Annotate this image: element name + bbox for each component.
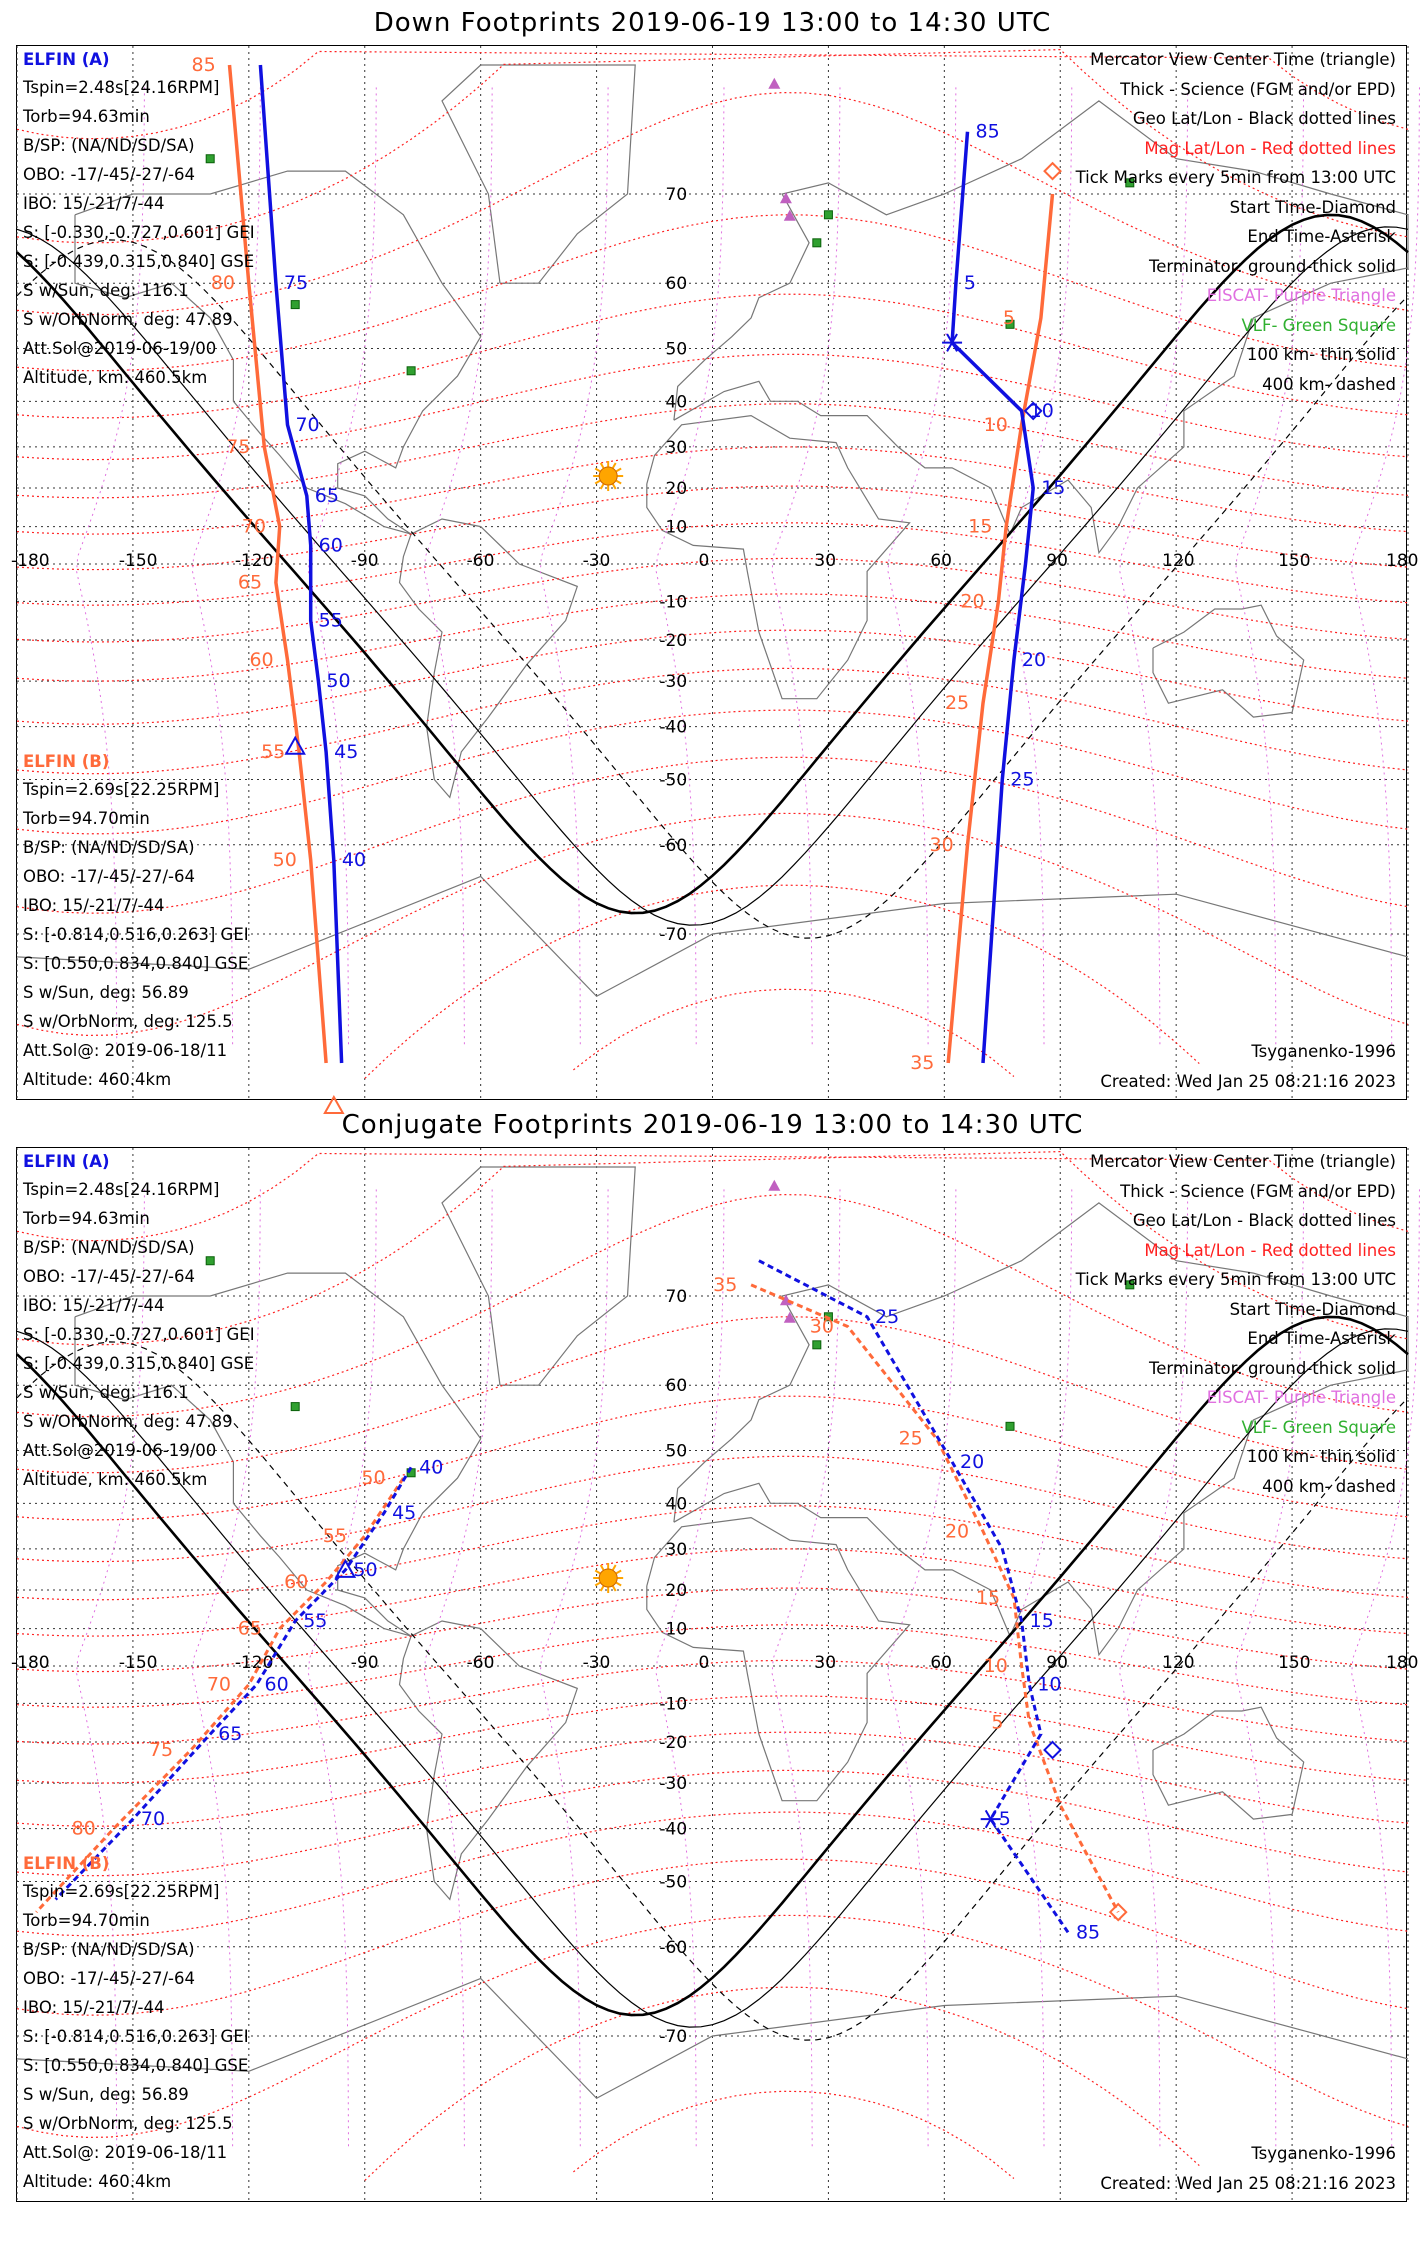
legend-item: Thick - Science (FGM and/or EPD) [1120,79,1396,99]
elfin-a-tick-label: 20 [960,1450,985,1473]
center-triangle-a [286,738,304,754]
elfin-b-conj-track-east [751,1285,1118,1912]
sun-ray [616,1583,621,1586]
sun-icon [599,1569,617,1587]
sun-ray [601,1565,604,1570]
elfin-b-info-line: B/SP: (NA/ND/SD/SA) [23,1940,195,1959]
elfin-a-tick-label: 45 [392,1501,417,1524]
elfin-a-tick-label: 50 [353,1558,378,1581]
elfin-a-info-line: S w/OrbNorm, deg: 47.89 [23,310,233,329]
start-diamond-b [1045,163,1061,179]
elfin-b-info-line: OBO: -17/-45/-27/-64 [23,867,195,886]
mag-lat-line [17,668,1408,773]
lat-tick-label: -60 [659,1937,688,1958]
lat-tick-label: 60 [665,1376,688,1397]
legend-item: Terminator: ground-thick solid [1148,256,1396,276]
sun-ray [595,469,600,472]
created-label: Created: Wed Jan 25 08:21:16 2023 [1100,1072,1396,1091]
elfin-a-info-line: S w/Sun, deg: 116.1 [23,281,189,300]
elfin-b-tick-label: 15 [968,515,993,538]
legend-item: VLF- Green Square [1241,315,1396,335]
elfin-b-tick-label: 60 [284,1571,309,1594]
mag-lat-line [573,989,1014,1076]
eiscat-triangle [768,78,780,89]
lat-tick-label: -30 [659,1774,688,1795]
vlf-square [1006,1422,1014,1430]
elfin-b-info-line: Tspin=2.69s[22.25RPM] [23,780,220,799]
elfin-a-info-line: Altitude, km: 460.5km [23,1470,208,1489]
vlf-square [291,301,299,309]
legend-item: Tick Marks every 5min from 13:00 UTC [1075,1270,1396,1289]
elfin-a-info-line: Tspin=2.48s[24.16RPM] [23,1180,220,1199]
elfin-a-tick-label: 45 [334,740,359,763]
lat-tick-label: -50 [659,770,688,791]
elfin-b-info-line: Tspin=2.69s[22.25RPM] [23,1882,220,1901]
elfin-b-tick-label: 70 [206,1673,232,1696]
elfin-b-tick-label: 30 [929,833,954,856]
lon-tick-label: -90 [350,551,379,571]
elfin-b-tick-label: 65 [237,571,263,594]
elfin-b-info-line: Att.Sol@: 2019-06-18/11 [23,1041,228,1060]
elfin-b-tick-label: 25 [944,692,970,715]
lat-tick-label: -50 [659,1872,688,1893]
elfin-a-tick-label: 70 [140,1808,166,1831]
sun-ray [595,1583,600,1586]
legend-item: Start Time-Diamond [1229,1299,1396,1319]
sun-ray [613,1565,616,1570]
model-label: Tsyganenko-1996 [1251,1042,1396,1061]
sun-ray [616,481,621,484]
lon-tick-label: 0 [698,1653,710,1673]
coastline [647,416,910,699]
elfin-a-tick-label: 40 [419,1456,444,1479]
lat-tick-label: 20 [665,1581,688,1602]
lat-tick-label: -10 [659,1694,688,1715]
elfin-a-tick-label: 70 [295,413,320,436]
lon-tick-label: 150 [1278,1653,1311,1673]
elfin-b-info-line: S w/Sun, deg: 56.89 [23,2085,189,2104]
legend-item: End Time-Asterisk [1247,1329,1396,1348]
legend-item: 400 km- dashed [1262,374,1396,394]
elfin-b-info-line: S: [0.550,0.834,0.840] GSE [23,2056,249,2075]
sun-ray [601,484,604,489]
elfin-a-tick-label: 15 [1029,1610,1054,1633]
sun-ray [595,481,600,484]
elfin-b-info-line: S w/OrbNorm, deg: 125.5 [23,2114,233,2133]
panel-title-down: Down Footprints 2019-06-19 13:00 to 14:30 UTC [373,8,1052,38]
elfin-b-tick-label: 10 [983,413,1008,436]
lat-tick-label: 30 [665,1539,688,1560]
elfin-a-tick-label: 60 [318,534,343,557]
lat-tick-label: -70 [659,925,688,945]
mag-lat-line [17,1859,1408,2015]
elfin-a-info-line: IBO: 15/-21/7/-44 [23,1296,165,1315]
legend-item: Thick - Science (FGM and/or EPD) [1120,1181,1396,1201]
lon-tick-label: 30 [814,1653,837,1673]
mag-lat-line [365,885,1200,1078]
elfin-b-tick-label: 85 [191,54,216,77]
lon-tick-label: -90 [350,1653,379,1673]
sun-icon [599,467,617,485]
legend-item: Start Time-Diamond [1229,197,1396,217]
elfin-b-tick-label: 30 [809,1315,834,1338]
lon-tick-label: 30 [814,551,837,571]
mag-lat-line [365,1987,1200,2180]
elfin-b-tick-label: 35 [713,1273,738,1296]
elfin-a-tick-label: 75 [283,272,309,295]
lat-tick-label: -60 [659,835,688,856]
elfin-b-info-line: S: [0.550,0.834,0.840] GSE [23,954,249,973]
elfin-b-info-line: Torb=94.70min [23,1911,150,1930]
elfin-b-tick-label: 75 [226,435,251,458]
vlf-square [206,1257,214,1265]
elfin-a-tick-label: 10 [1037,1673,1062,1696]
elfin-a-info-line: Altitude, km: 460.5km [23,368,208,387]
elfin-b-tick-label: 80 [71,1817,96,1840]
lat-tick-label: 40 [665,392,688,413]
legend-item: Mag Lat/Lon - Red dotted lines [1144,138,1396,158]
elfin-b-tick-label: 5 [991,1711,1004,1734]
elfin-b-name: ELFIN (B) [23,752,110,771]
lat-tick-label: -70 [659,2027,688,2047]
lon-tick-label: 60 [930,1653,952,1673]
elfin-a-info-line: S: [-0.439,0.315,0.840] GSE [23,1354,255,1373]
elfin-a-tick-label: 85 [975,120,1000,143]
eiscat-triangle [768,1180,780,1191]
lon-tick-label: 90 [1046,551,1068,571]
elfin-a-tick-label: 60 [264,1673,289,1696]
elfin-a-tick-label: 65 [218,1723,243,1746]
elfin-b-name: ELFIN (B) [23,1854,110,1873]
elfin-a-tick-label: 5 [998,1808,1011,1831]
lon-tick-label: -150 [118,1653,158,1673]
lon-tick-label: -180 [11,1653,50,1673]
legend-item: VLF- Green Square [1241,1417,1396,1437]
elfin-b-info-line: IBO: 15/-21/7/-44 [23,896,165,915]
elfin-b-tick-label: 80 [210,272,236,295]
elfin-a-info-line: S: [-0.439,0.315,0.840] GSE [23,252,255,271]
lat-tick-label: -40 [659,1819,688,1840]
lat-tick-label: 60 [665,274,688,295]
start-diamond-a [1045,1742,1061,1758]
elfin-a-tick-label: 15 [1041,477,1066,500]
lat-tick-label: -30 [659,672,688,693]
vlf-square [291,1403,299,1411]
elfin-a-info-line: Torb=94.63min [23,107,150,126]
vlf-square [813,1341,821,1349]
sun-ray [601,463,604,468]
elfin-a-tick-label: 20 [1021,649,1047,672]
elfin-b-tick-label: 50 [361,1467,386,1490]
elfin-b-tick-label: 65 [237,1617,262,1640]
lat-tick-label: -40 [659,717,688,738]
elfin-b-info-line: B/SP: (NA/ND/SD/SA) [23,838,195,857]
legend-item: Terminator: ground-thick solid [1148,1358,1396,1378]
coastline [442,1167,635,1385]
elfin-b-tick-label: 70 [241,515,266,538]
sun-ray [601,1586,604,1591]
sun-ray [613,463,616,468]
vlf-square [407,367,415,375]
elfin-b-info-line: Altitude: 460.4km [23,1070,172,1089]
lon-tick-label: 0 [698,551,710,571]
lat-tick-label: 70 [665,1287,688,1307]
coastline [1153,605,1304,717]
elfin-b-tick-label: 15 [975,1586,1001,1609]
elfin-a-tick-label: 5 [963,272,977,295]
mag-lat-line [17,1770,1408,1875]
elfin-a-tick-label: 85 [1075,1921,1101,1944]
elfin-b-tick-label: 60 [249,649,274,672]
elfin-b-track-east [948,194,1052,1063]
legend-item: EISCAT- Purple Triangle [1206,286,1396,305]
elfin-b-info-line: Torb=94.70min [23,809,150,828]
elfin-b-tick-label: 55 [261,740,286,763]
lon-tick-label: -60 [466,1653,495,1673]
lat-tick-label: 20 [665,479,688,500]
elfin-a-info-line: S w/OrbNorm, deg: 47.89 [23,1412,233,1431]
legend-item: End Time-Asterisk [1247,227,1396,246]
lon-tick-label: 120 [1162,551,1195,571]
elfin-b-tick-label: 25 [898,1427,923,1450]
lat-tick-label: 30 [665,437,688,458]
sun-ray [616,469,621,472]
map-panel-down [11,45,1419,1100]
elfin-a-tick-label: 55 [318,609,343,632]
lat-tick-label: 50 [665,339,688,360]
mag-lat-line [17,594,1408,681]
legend-item: Mercator View Center Time (triangle) [1090,50,1396,69]
sun-ray [613,484,616,489]
lat-tick-label: 10 [665,1619,688,1640]
elfin-a-info-line: OBO: -17/-45/-27/-64 [23,165,195,184]
elfin-a-tick-label: 40 [341,849,367,872]
lon-tick-label: 120 [1162,1653,1195,1673]
lon-tick-label: 60 [930,551,952,571]
legend-item: EISCAT- Purple Triangle [1206,1388,1396,1407]
elfin-b-tick-label: 5 [1002,306,1016,329]
elfin-a-info-line: Att.Sol@2019-06-19/00 [23,1441,217,1460]
elfin-a-tick-label: 10 [1029,399,1054,422]
legend-item: Geo Lat/Lon - Black dotted lines [1132,1211,1396,1230]
legend-item: Mag Lat/Lon - Red dotted lines [1144,1240,1396,1260]
lon-tick-label: -120 [234,1653,274,1673]
elfin-b-info-line: OBO: -17/-45/-27/-64 [23,1969,195,1988]
mag-lat-line [17,1506,1408,1600]
vlf-square [813,239,821,247]
map-panel-conjugate [11,1147,1419,2202]
elfin-b-tick-label: 55 [322,1524,347,1547]
lat-tick-label: 50 [665,1441,688,1462]
elfin-a-name: ELFIN (A) [23,1152,110,1171]
lat-tick-label: -20 [659,1732,688,1753]
lon-tick-label: 180 [1386,551,1419,571]
elfin-b-tick-label: 50 [272,849,297,872]
elfin-a-info-line: S: [-0.330,-0.727,0.601] GEI [23,1325,255,1344]
elfin-b-tick-label: 20 [944,1520,970,1543]
legend-item: Geo Lat/Lon - Black dotted lines [1132,109,1396,128]
elfin-a-info-line: S: [-0.330,-0.727,0.601] GEI [23,223,255,242]
legend-item: 100 km- thin solid [1246,345,1396,364]
elfin-b-info-line: IBO: 15/-21/7/-44 [23,1998,165,2017]
elfin-a-tick-label: 25 [1010,768,1035,791]
elfin-a-tick-label: 65 [314,484,339,507]
lon-tick-label: -120 [234,551,274,571]
elfin-b-info-line: S w/OrbNorm, deg: 125.5 [23,1012,233,1031]
mag-lat-line [573,2091,1014,2178]
elfin-b-tick-label: 10 [983,1655,1008,1677]
lat-tick-label: 10 [665,517,688,538]
lon-tick-label: -60 [466,551,495,571]
elfin-b-tick-label: 20 [960,590,985,613]
lon-tick-label: 180 [1386,1653,1419,1673]
coastline [1153,1707,1304,1819]
model-label: Tsyganenko-1996 [1251,2144,1396,2163]
lon-tick-label: -30 [582,551,611,571]
elfin-a-info-line: Att.Sol@2019-06-19/00 [23,339,217,358]
lat-tick-label: 70 [665,185,688,205]
created-label: Created: Wed Jan 25 08:21:16 2023 [1100,2174,1396,2193]
lon-tick-label: -30 [582,1653,611,1673]
elfin-b-info-line: Att.Sol@: 2019-06-18/11 [23,2143,228,2162]
legend-item: 100 km- thin solid [1246,1447,1396,1466]
lat-tick-label: 40 [665,1494,688,1515]
elfin-b-info-line: Altitude: 460.4km [23,2172,172,2191]
elfin-a-info-line: B/SP: (NA/ND/SD/SA) [23,136,195,155]
lon-tick-label: 90 [1046,1653,1068,1673]
lon-tick-label: -180 [11,551,50,571]
elfin-a-name: ELFIN (A) [23,50,110,69]
elfin-b-info-line: S w/Sun, deg: 56.89 [23,983,189,1002]
elfin-a-info-line: B/SP: (NA/ND/SD/SA) [23,1238,195,1257]
vlf-square [824,211,832,219]
elfin-a-conj-track-east [759,1261,1068,1933]
sun-ray [595,1571,600,1574]
lon-tick-label: 150 [1278,551,1311,571]
lat-tick-label: -20 [659,630,688,651]
elfin-a-info-line: OBO: -17/-45/-27/-64 [23,1267,195,1286]
elfin-a-tick-label: 25 [875,1305,900,1328]
lat-tick-label: -10 [659,592,688,613]
elfin-b-tick-label: 75 [148,1738,174,1761]
lon-tick-label: -150 [118,551,158,571]
elfin-b-tick-label: 35 [910,1051,935,1074]
elfin-a-info-line: S w/Sun, deg: 116.1 [23,1383,189,1402]
elfin-b-info-line: S: [-0.814,0.516,0.263] GEI [23,2027,249,2046]
elfin-a-tick-label: 55 [303,1610,328,1633]
sun-ray [613,1586,616,1591]
legend-item: Mercator View Center Time (triangle) [1090,1152,1396,1171]
elfin-a-info-line: Torb=94.63min [23,1209,150,1228]
sun-ray [616,1571,621,1574]
elfin-b-info-line: S: [-0.814,0.516,0.263] GEI [23,925,249,944]
coastline [442,65,635,283]
vlf-square [206,155,214,163]
panel-title-conjugate: Conjugate Footprints 2019-06-19 13:00 to 14:30 UTC [341,1110,1084,1140]
legend-item: 400 km- dashed [1262,1476,1396,1496]
elfin-a-info-line: IBO: 15/-21/7/-44 [23,194,165,213]
mag-lat-line [17,757,1408,913]
coastline [647,1518,910,1801]
elfin-a-info-line: Tspin=2.48s[24.16RPM] [23,78,220,97]
legend-item: Tick Marks every 5min from 13:00 UTC [1075,168,1396,187]
elfin-a-tick-label: 50 [326,670,351,693]
